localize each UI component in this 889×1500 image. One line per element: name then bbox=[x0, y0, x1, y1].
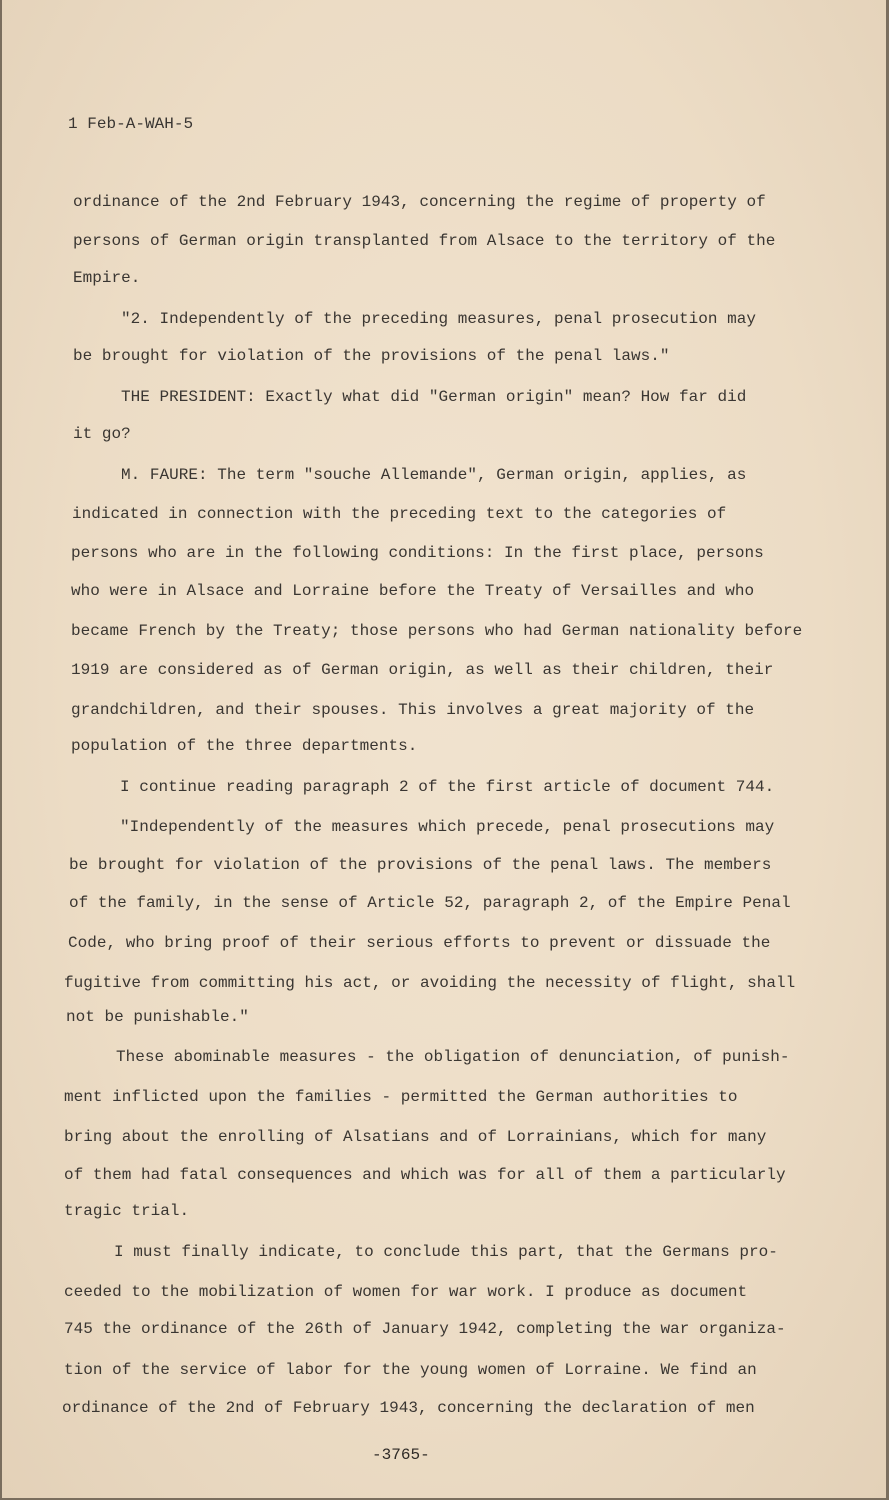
text-line: Empire. bbox=[73, 269, 141, 287]
text-line: I must finally indicate, to conclude this part, that the Germans pro- bbox=[114, 1243, 778, 1261]
text-line: ordinance of the 2nd February 1943, concerning the regime of property of bbox=[73, 193, 766, 211]
text-line: tion of the service of labor for the young women of Lorraine. We find an bbox=[64, 1361, 757, 1379]
text-line: became French by the Treaty; those persons who had German nationality before bbox=[71, 622, 803, 640]
text-line: 745 the ordinance of the 26th of January 1942, completing the war organiza- bbox=[64, 1320, 786, 1338]
text-line: persons of German origin transplanted from Alsace to the territory of the bbox=[73, 232, 776, 250]
text-line: it go? bbox=[73, 425, 131, 443]
text-line: of them had fatal consequences and which was for all of them a particularly bbox=[64, 1166, 786, 1184]
text-line: persons who are in the following conditions: In the first place, persons bbox=[71, 544, 764, 562]
text-line: Code, who bring proof of their serious efforts to prevent or dissuade the bbox=[68, 934, 771, 952]
document-reference: 1 Feb-A-WAH-5 bbox=[68, 115, 194, 133]
text-line: "Independently of the measures which precede, penal prosecutions may bbox=[120, 818, 775, 836]
text-line: fugitive from committing his act, or avoiding the necessity of flight, shall bbox=[64, 974, 796, 992]
text-line: be brought for violation of the provisions of the penal laws. The members bbox=[69, 856, 772, 874]
text-line: be brought for violation of the provisions of the penal laws." bbox=[73, 347, 670, 365]
text-line: ment inflicted upon the families - permitted the German authorities to bbox=[64, 1088, 738, 1106]
text-line: bring about the enrolling of Alsatians and of Lorrainians, which for many bbox=[64, 1128, 767, 1146]
text-line: of the family, in the sense of Article 52, paragraph 2, of the Empire Penal bbox=[69, 894, 791, 912]
text-line: THE PRESIDENT: Exactly what did "German origin" mean? How far did bbox=[121, 388, 747, 406]
text-line: I continue reading paragraph 2 of the first article of document 744. bbox=[120, 778, 775, 796]
text-line: grandchildren, and their spouses. This involves a great majority of the bbox=[71, 701, 755, 719]
text-line: ceeded to the mobilization of women for war work. I produce as document bbox=[64, 1283, 748, 1301]
text-line: tragic trial. bbox=[64, 1202, 190, 1220]
text-line: population of the three departments. bbox=[71, 737, 418, 755]
text-line: indicated in connection with the preceding text to the categories of bbox=[72, 505, 727, 523]
text-line: not be punishable." bbox=[66, 1008, 249, 1026]
document-page bbox=[2, 0, 886, 1498]
text-line: who were in Alsace and Lorraine before the Treaty of Versailles and who bbox=[71, 582, 755, 600]
text-line: 1919 are considered as of German origin, as well as their children, their bbox=[71, 661, 774, 679]
text-line: "2. Independently of the preceding measures, penal prosecution may bbox=[121, 310, 757, 328]
text-line: M. FAURE: The term "souche Allemande", German origin, applies, as bbox=[121, 466, 747, 484]
page-number: -3765- bbox=[372, 1446, 430, 1464]
text-line: These abominable measures - the obligation of denunciation, of punish- bbox=[116, 1048, 790, 1066]
text-line: ordinance of the 2nd of February 1943, concerning the declaration of men bbox=[62, 1399, 755, 1417]
